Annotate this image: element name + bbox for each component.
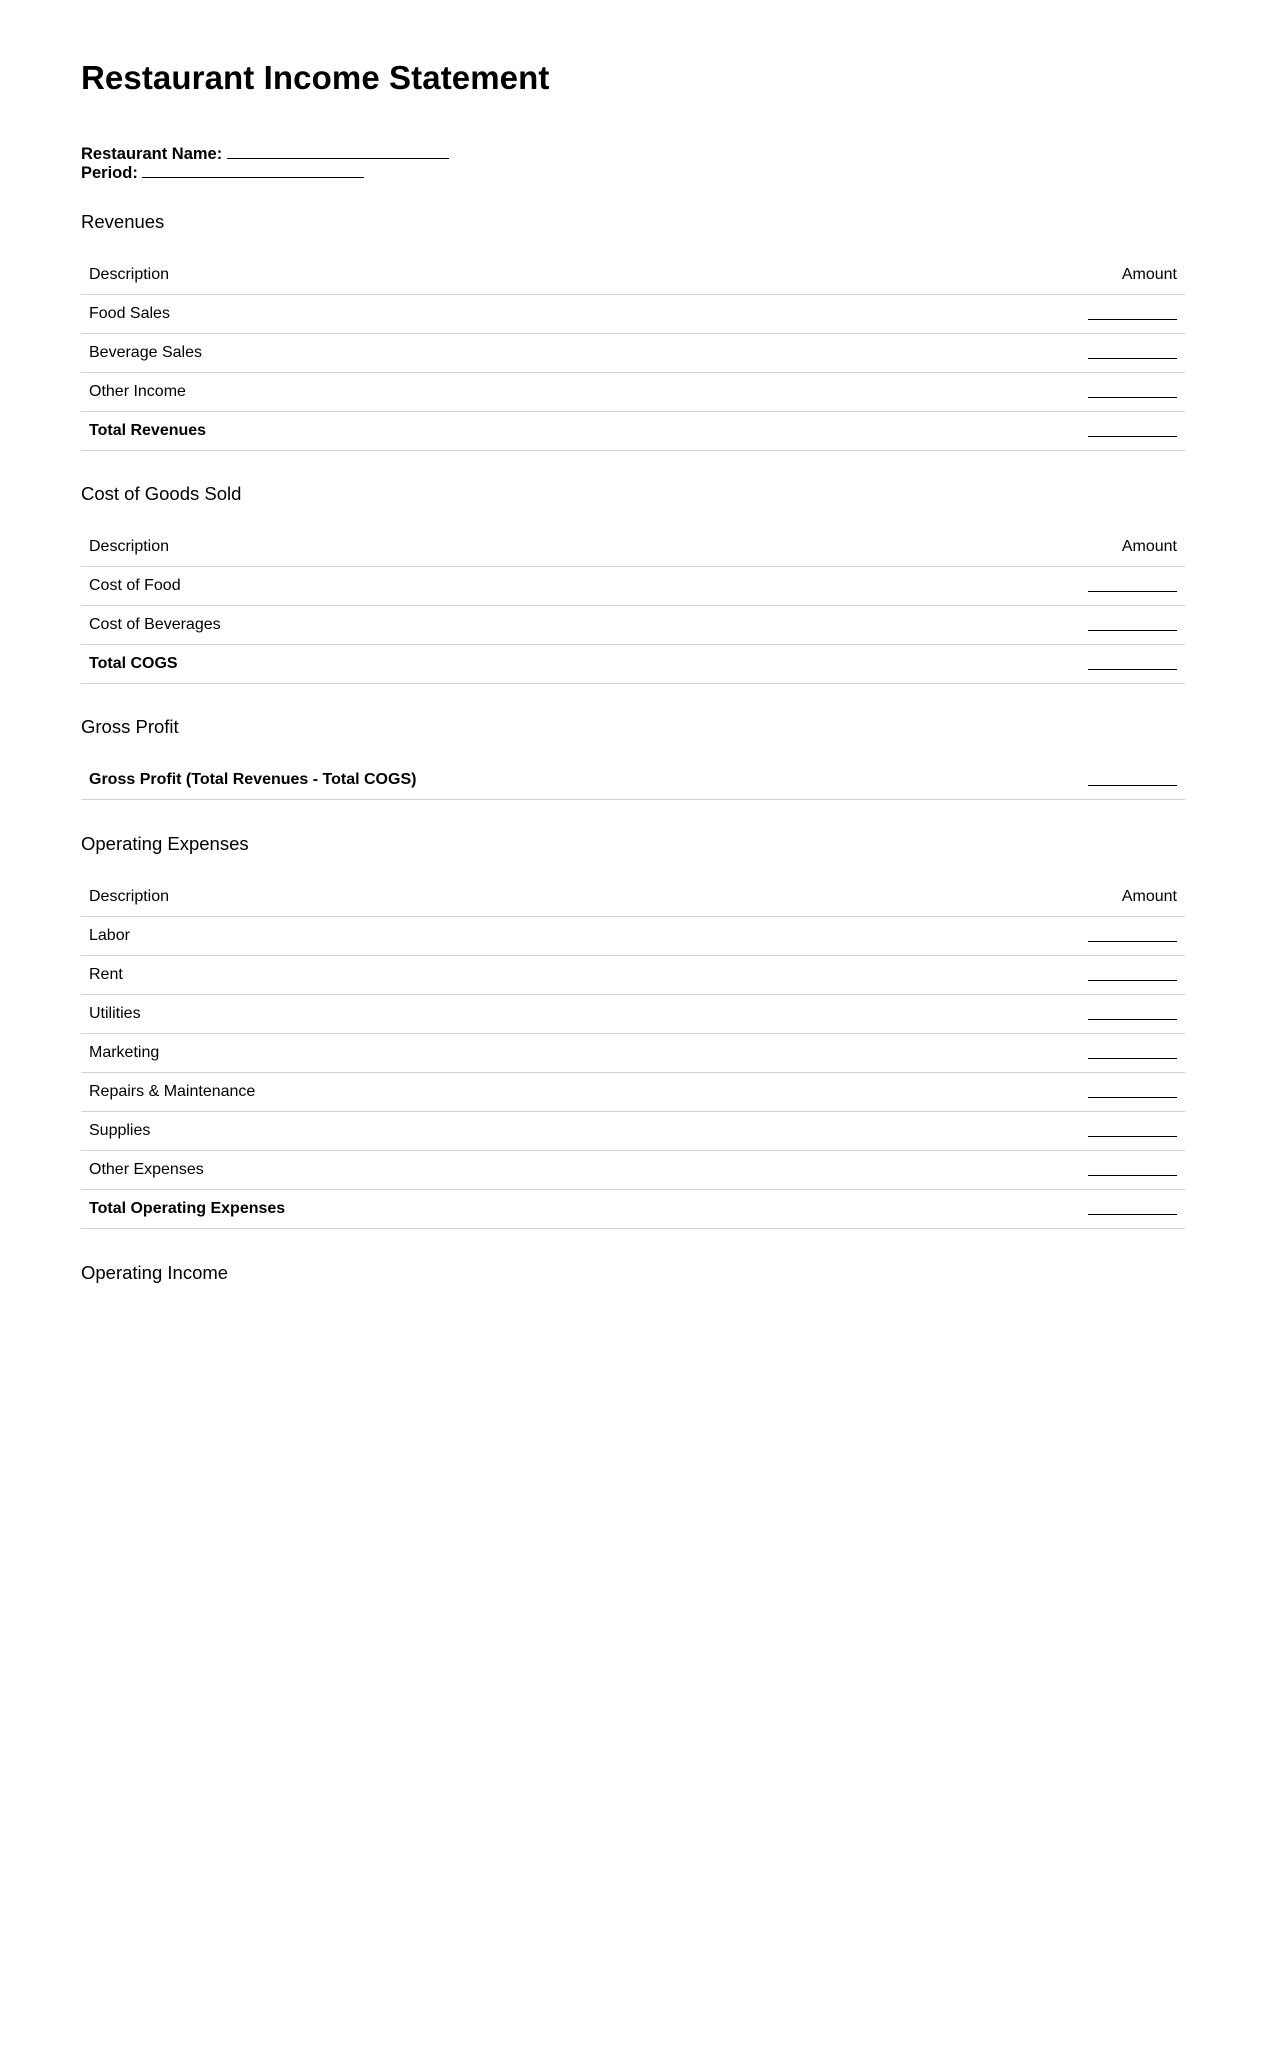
amount-column-header: Amount xyxy=(698,256,1185,295)
table-row xyxy=(81,1073,1185,1112)
line-item-label: Other Expenses xyxy=(81,1151,820,1190)
amount-blank[interactable] xyxy=(1088,1163,1177,1176)
table-row xyxy=(81,1034,1185,1073)
line-item-label: Rent xyxy=(81,956,820,995)
line-item-label: Labor xyxy=(81,917,820,956)
description-column-header: Description xyxy=(81,878,820,917)
amount-blank[interactable] xyxy=(1088,1124,1177,1137)
amount-blank[interactable] xyxy=(1088,1085,1177,1098)
table-row xyxy=(81,956,1185,995)
cogs-table xyxy=(81,528,1185,684)
gross-profit-section xyxy=(81,716,1185,800)
total-amount-blank[interactable] xyxy=(1088,657,1177,670)
operating-income-heading: Operating Income xyxy=(81,1262,229,1283)
restaurant-name-blank[interactable] xyxy=(227,144,449,159)
amount-column-header: Amount xyxy=(726,528,1185,567)
operating-expenses-heading: Operating Expenses xyxy=(81,833,249,854)
total-row xyxy=(81,761,1185,800)
total-row xyxy=(81,1190,1185,1229)
table-header-row xyxy=(81,878,1185,917)
table-row xyxy=(81,1151,1185,1190)
amount-blank[interactable] xyxy=(1088,307,1177,320)
amount-blank[interactable] xyxy=(1088,1007,1177,1020)
operating-expenses-table xyxy=(81,878,1185,1229)
table-row xyxy=(81,334,1185,373)
amount-blank[interactable] xyxy=(1088,618,1177,631)
revenues-heading: Revenues xyxy=(81,211,165,232)
total-label: Gross Profit (Total Revenues - Total COGS) xyxy=(81,761,927,800)
table-row xyxy=(81,295,1185,334)
period-field xyxy=(81,163,449,182)
line-item-label: Cost of Beverages xyxy=(81,606,726,645)
total-label: Total Revenues xyxy=(81,412,698,451)
line-item-label: Supplies xyxy=(81,1112,820,1151)
total-label: Total Operating Expenses xyxy=(81,1190,820,1229)
operating-expenses-section xyxy=(81,833,1185,1229)
table-row xyxy=(81,1112,1185,1151)
table-header-row xyxy=(81,256,1185,295)
total-row xyxy=(81,645,1185,684)
line-item-label: Other Income xyxy=(81,373,698,412)
period-blank[interactable] xyxy=(142,163,364,178)
header-fields xyxy=(81,144,449,182)
revenues-table xyxy=(81,256,1185,451)
amount-blank[interactable] xyxy=(1088,346,1177,359)
amount-column-header: Amount xyxy=(820,878,1185,917)
gross-profit-heading: Gross Profit xyxy=(81,716,179,737)
revenues-section xyxy=(81,211,1185,451)
table-row xyxy=(81,995,1185,1034)
gross-profit-table xyxy=(81,761,1185,800)
line-item-label: Utilities xyxy=(81,995,820,1034)
amount-blank[interactable] xyxy=(1088,1046,1177,1059)
amount-blank[interactable] xyxy=(1088,968,1177,981)
amount-blank[interactable] xyxy=(1088,385,1177,398)
description-column-header: Description xyxy=(81,528,726,567)
total-amount-blank[interactable] xyxy=(1088,773,1177,786)
total-label: Total COGS xyxy=(81,645,726,684)
line-item-label: Food Sales xyxy=(81,295,698,334)
page-title: Restaurant Income Statement xyxy=(81,59,550,96)
restaurant-name-field xyxy=(81,144,449,163)
table-row xyxy=(81,917,1185,956)
total-amount-blank[interactable] xyxy=(1088,1202,1177,1215)
amount-blank[interactable] xyxy=(1088,579,1177,592)
table-row xyxy=(81,606,1185,645)
line-item-label: Repairs & Maintenance xyxy=(81,1073,820,1112)
line-item-label: Beverage Sales xyxy=(81,334,698,373)
description-column-header: Description xyxy=(81,256,698,295)
table-header-row xyxy=(81,528,1185,567)
total-amount-blank[interactable] xyxy=(1088,424,1177,437)
total-row xyxy=(81,412,1185,451)
period-label: Period: xyxy=(81,164,138,182)
table-row xyxy=(81,567,1185,606)
restaurant-name-label: Restaurant Name: xyxy=(81,145,223,163)
amount-blank[interactable] xyxy=(1088,929,1177,942)
operating-income-section xyxy=(81,1262,1185,1284)
line-item-label: Marketing xyxy=(81,1034,820,1073)
cogs-heading: Cost of Goods Sold xyxy=(81,483,242,504)
table-row xyxy=(81,373,1185,412)
cogs-section xyxy=(81,483,1185,684)
line-item-label: Cost of Food xyxy=(81,567,726,606)
